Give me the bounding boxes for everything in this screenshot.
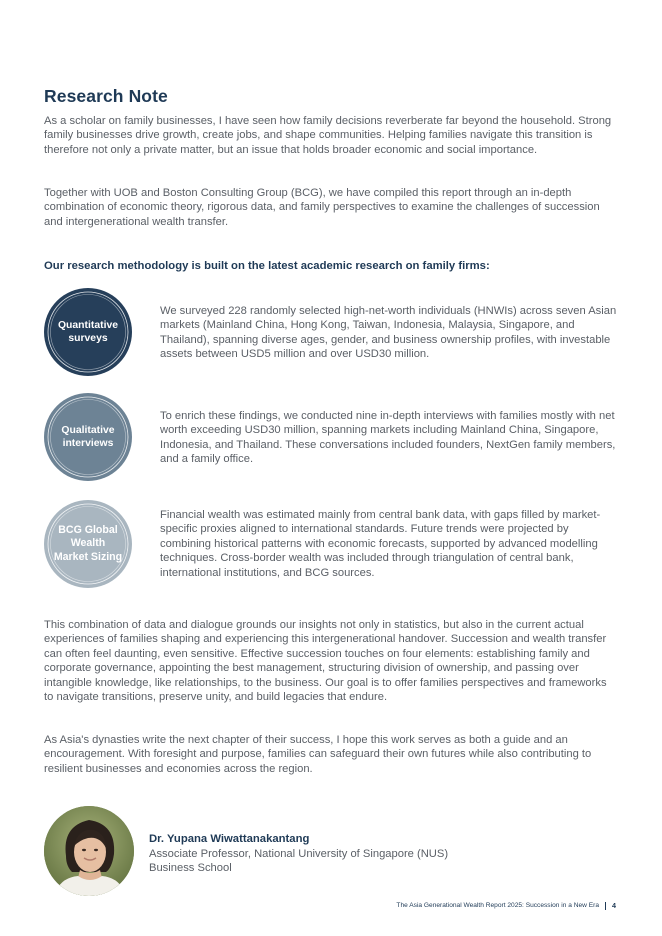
method-description: To enrich these findings, we conducted nine in-depth interviews with families mostly with net worth exceeding USD30 million, spanning markets including Mainland China, Singapore, Indonesia, and Thailand. These conversations included founders, NextGen family members, and a family office. xyxy=(160,410,616,466)
intro-paragraph: Together with UOB and Boston Consulting Group (BCG), we have compiled this report through an in-depth combination of economic theory, rigorous data, and family perspectives to examine the challenges of succession and intergenerational wealth transfer. xyxy=(44,187,600,228)
method-badge-label: Quantitative surveys xyxy=(57,320,119,344)
footer-report-title: The Asia Generational Wealth Report 2025: Succession in a New Era xyxy=(396,902,599,909)
author-portrait-icon xyxy=(44,806,134,896)
intro-paragraph: As a scholar on family businesses, I have seen how family decisions reverberate far beyond the household. Strong family businesses drive growth, create jobs, and shape communities. Helping families navigate this transition is therefore not only a private matter, but an issue that holds broader economic and social importance. xyxy=(44,115,612,156)
author-title: Associate Professor, National University of Singapore (NUS) Business School xyxy=(149,848,449,875)
method-bcg-sizing xyxy=(44,500,622,590)
method-badge-label: Qualitative interviews xyxy=(61,425,115,449)
author-avatar xyxy=(44,806,134,896)
method-badge-label: BCG Global Wealth Market Sizing xyxy=(53,524,123,563)
method-description: We surveyed 228 randomly selected high-net-worth individuals (HNWIs) across seven Asian markets (Mainland China, Hong Kong, Taiwan, Indonesia, Malaysia, Singapore, and Thailand), spanning diverse ages, gender, and business ownership profiles, with investable assets between USD5 million and over USD30 million. xyxy=(160,305,617,361)
page-title: Research Note xyxy=(44,86,168,106)
method-description: Financial wealth was estimated mainly from central bank data, with gaps filled by market-specific proxies aligned to international standards. Future trends were projected by combining historical patterns with economic forecasts, supported by advanced modelling techniques. Cross-border wealth was included through triangulation of central bank, international institutions, and BCG sources. xyxy=(160,509,601,579)
method-badge xyxy=(44,500,132,588)
method-qualitative xyxy=(44,393,622,483)
method-badge xyxy=(44,288,132,376)
closing-paragraph: As Asia's dynasties write the next chapter of their success, I hope this work serves as both a guide and an encouragement. With foresight and purpose, families can safeguard their own futures while also contributing to resilient businesses and economies across the region. xyxy=(44,734,592,775)
footer-divider xyxy=(605,902,606,910)
page-footer xyxy=(396,901,616,910)
author-name: Dr. Yupana Wiwattanakantang xyxy=(149,833,310,845)
closing-paragraph: This combination of data and dialogue grounds our insights not only in statistics, but also in the current actual experiences of families shaping and experiencing this intergenerational handover. Succession and wealth transfer can often feel daunting, even sensitive. Effective succession touches on four elements: establishing family and corporate governance, appointing the best management, structuring division of ownership, and passing over intangible knowledge, like relationships, to the business. Our goal is to offer families perspectives and frameworks to navigate transitions, preserve unity, and build legacies that endure. xyxy=(44,619,607,704)
method-quantitative xyxy=(44,288,622,378)
page-number: 4 xyxy=(612,901,616,910)
method-badge xyxy=(44,393,132,481)
methodology-heading: Our research methodology is built on the latest academic research on family firms: xyxy=(44,260,490,272)
